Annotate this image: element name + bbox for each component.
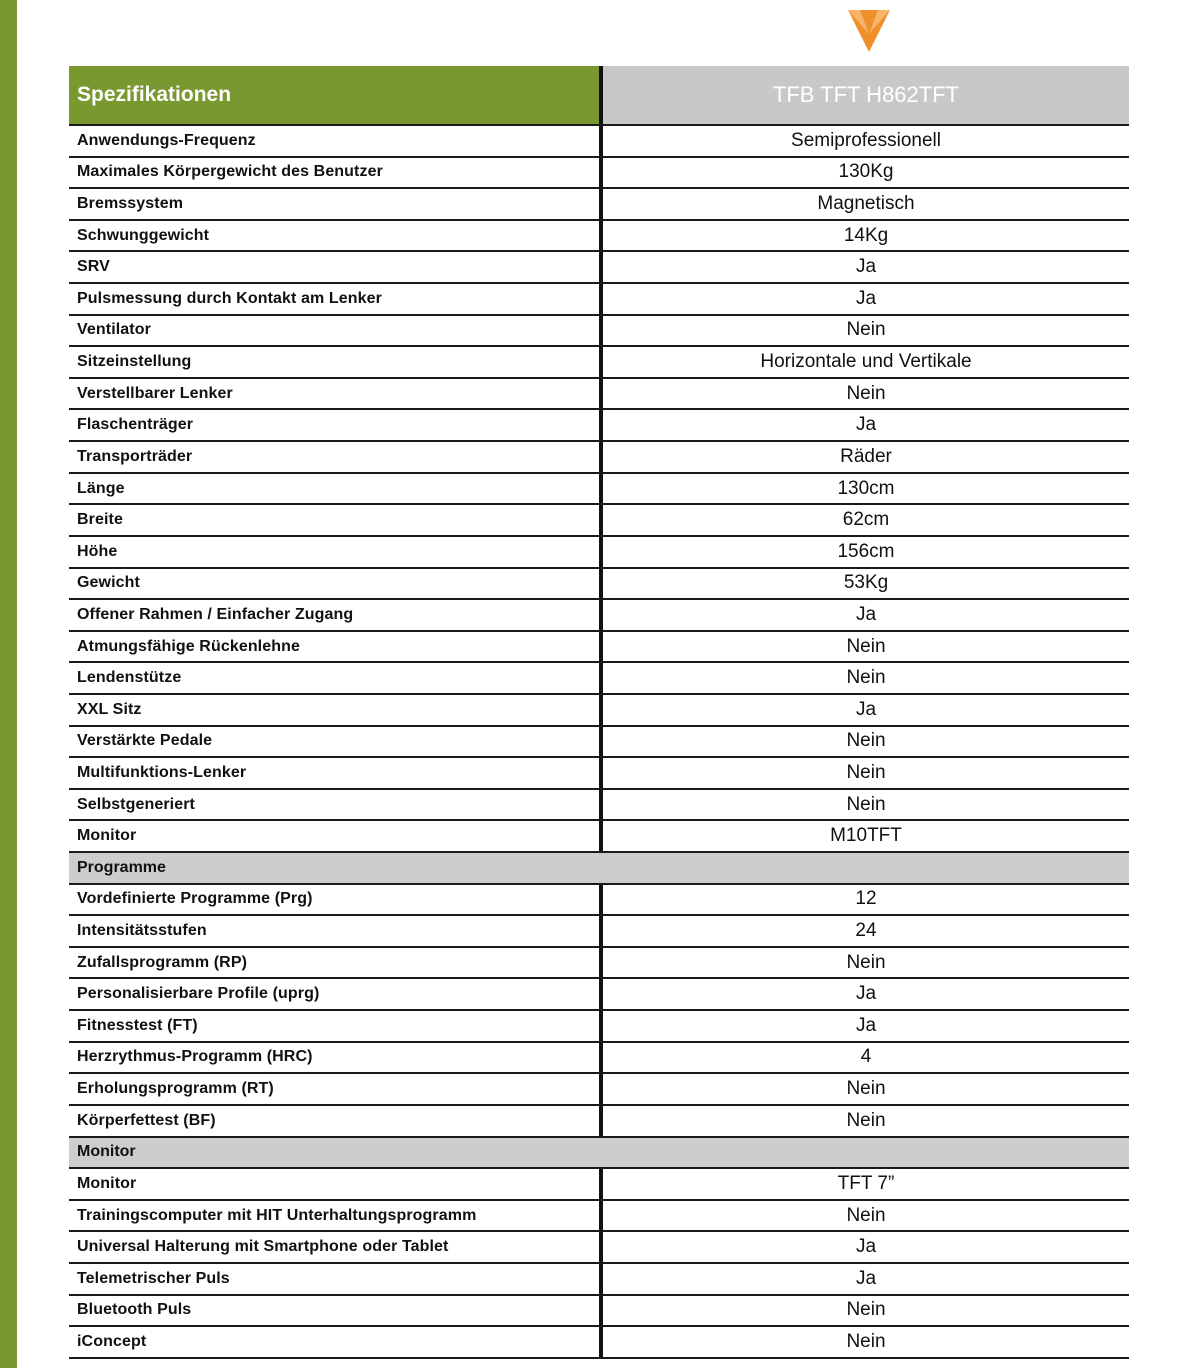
table-row	[69, 916, 1129, 948]
row-label: Telemetrischer Puls	[77, 1269, 230, 1287]
table-row	[69, 695, 1129, 727]
row-value: Ja	[599, 284, 1129, 314]
row-label: Pulsmessung durch Kontakt am Lenker	[77, 289, 382, 307]
table-row	[69, 1074, 1129, 1106]
row-label: Fitnesstest (FT)	[77, 1016, 198, 1034]
table-row	[69, 537, 1129, 569]
row-label: Monitor	[77, 827, 137, 845]
table-row	[69, 505, 1129, 537]
row-label: Sitzeinstellung	[77, 353, 192, 371]
table-row	[69, 158, 1129, 190]
section-header-programme: Programme	[69, 853, 1129, 885]
row-label: Lendenstütze	[77, 669, 182, 687]
row-label: Anwendungs-Frequenz	[77, 131, 256, 149]
row-value: M10TFT	[599, 821, 1129, 851]
row-label: Offener Rahmen / Einfacher Zugang	[77, 605, 354, 623]
row-label: Gewicht	[77, 574, 140, 592]
table-row	[69, 442, 1129, 474]
table-row	[69, 600, 1129, 632]
row-label: Vordefinierte Programme (Prg)	[77, 890, 313, 908]
table-row	[69, 126, 1129, 158]
row-label: Verstellbarer Lenker	[77, 384, 233, 402]
table-row	[69, 284, 1129, 316]
row-label: Trainingscomputer mit HIT Unterhaltungsprogramm	[77, 1206, 477, 1224]
table-row	[69, 727, 1129, 759]
table-row	[69, 948, 1129, 980]
row-value: Horizontale und Vertikale	[599, 347, 1129, 377]
row-value: Nein	[599, 1327, 1129, 1357]
row-value: Nein	[599, 758, 1129, 788]
section-header-monitor: Monitor	[69, 1138, 1129, 1170]
row-value: 12	[599, 885, 1129, 915]
table-row	[69, 979, 1129, 1011]
row-label: Flaschenträger	[77, 416, 194, 434]
row-value: Nein	[599, 1296, 1129, 1326]
table-row	[69, 758, 1129, 790]
row-value: Ja	[599, 600, 1129, 630]
table-row	[69, 410, 1129, 442]
table-row	[69, 663, 1129, 695]
table-row	[69, 1011, 1129, 1043]
row-label: Maximales Körpergewicht des Benutzer	[77, 163, 383, 181]
table-row	[69, 379, 1129, 411]
row-value: Nein	[599, 379, 1129, 409]
row-value: Ja	[599, 1232, 1129, 1262]
table-row	[69, 885, 1129, 917]
row-value: Ja	[599, 410, 1129, 440]
row-label: Körperfettest (BF)	[77, 1111, 216, 1129]
row-label: Bluetooth Puls	[77, 1301, 192, 1319]
row-value: Ja	[599, 1264, 1129, 1294]
table-row	[69, 790, 1129, 822]
table-row	[69, 1201, 1129, 1233]
table-row	[69, 1106, 1129, 1138]
green-side-bar	[0, 0, 17, 1368]
row-value: Nein	[599, 316, 1129, 346]
row-label: iConcept	[77, 1332, 147, 1350]
row-label: SRV	[77, 258, 110, 276]
table-row	[69, 474, 1129, 506]
table-row	[69, 1264, 1129, 1296]
row-value: Ja	[599, 1011, 1129, 1041]
row-value: 14Kg	[599, 221, 1129, 251]
row-label: Atmungsfähige Rückenlehne	[77, 637, 300, 655]
row-value: Nein	[599, 1074, 1129, 1104]
row-label: Personalisierbare Profile (uprg)	[77, 985, 320, 1003]
row-value: Ja	[599, 695, 1129, 725]
row-value: 156cm	[599, 537, 1129, 567]
table-row	[69, 632, 1129, 664]
row-label: Herzrythmus-Programm (HRC)	[77, 1048, 313, 1066]
row-value: Nein	[599, 1201, 1129, 1231]
table-row	[69, 1169, 1129, 1201]
table-row	[69, 1296, 1129, 1328]
row-value: Semiprofessionell	[599, 126, 1129, 156]
row-value: Nein	[599, 1106, 1129, 1136]
row-label: XXL Sitz	[77, 700, 142, 718]
row-value: Nein	[599, 727, 1129, 757]
row-value: 62cm	[599, 505, 1129, 535]
table-row	[69, 252, 1129, 284]
table-row	[69, 1327, 1129, 1359]
table-row	[69, 1043, 1129, 1075]
row-value: 4	[599, 1043, 1129, 1073]
row-label: Transporträder	[77, 447, 193, 465]
row-value: 130cm	[599, 474, 1129, 504]
row-value: 24	[599, 916, 1129, 946]
row-label: Höhe	[77, 542, 118, 560]
row-value: Ja	[599, 252, 1129, 282]
row-value: Nein	[599, 632, 1129, 662]
row-label: Selbstgeneriert	[77, 795, 195, 813]
row-label: Zufallsprogramm (RP)	[77, 953, 248, 971]
row-value: Nein	[599, 663, 1129, 693]
row-value: Magnetisch	[599, 189, 1129, 219]
row-value: TFT 7”	[599, 1169, 1129, 1199]
row-label: Verstärkte Pedale	[77, 732, 213, 750]
table-row	[69, 316, 1129, 348]
row-label: Bremssystem	[77, 195, 184, 213]
row-value: 53Kg	[599, 569, 1129, 599]
row-label: Universal Halterung mit Smartphone oder Tablet	[77, 1238, 449, 1256]
monitor-rows	[69, 1169, 1129, 1359]
row-label: Intensitätsstufen	[77, 922, 207, 940]
row-label: Breite	[77, 511, 123, 529]
row-value: 130Kg	[599, 158, 1129, 188]
table-row	[69, 1232, 1129, 1264]
row-label: Länge	[77, 479, 125, 497]
brand-logo-icon	[846, 8, 892, 54]
row-value: Nein	[599, 948, 1129, 978]
specifications-table	[69, 66, 1129, 1359]
row-value: Ja	[599, 979, 1129, 1009]
table-row	[69, 821, 1129, 853]
table-row	[69, 221, 1129, 253]
table-row	[69, 569, 1129, 601]
row-label: Erholungsprogramm (RT)	[77, 1080, 274, 1098]
spec-rows	[69, 126, 1129, 853]
table-row	[69, 347, 1129, 379]
row-label: Schwunggewicht	[77, 226, 210, 244]
table-row	[69, 189, 1129, 221]
table-header	[69, 66, 1129, 126]
row-value: Räder	[599, 442, 1129, 472]
header-label: Spezifikationen	[69, 66, 599, 124]
row-label: Ventilator	[77, 321, 151, 339]
programme-rows	[69, 885, 1129, 1138]
row-label: Monitor	[77, 1174, 137, 1192]
row-label: Multifunktions-Lenker	[77, 763, 247, 781]
row-value: Nein	[599, 790, 1129, 820]
header-product-name: TFB TFT H862TFT	[599, 66, 1129, 124]
